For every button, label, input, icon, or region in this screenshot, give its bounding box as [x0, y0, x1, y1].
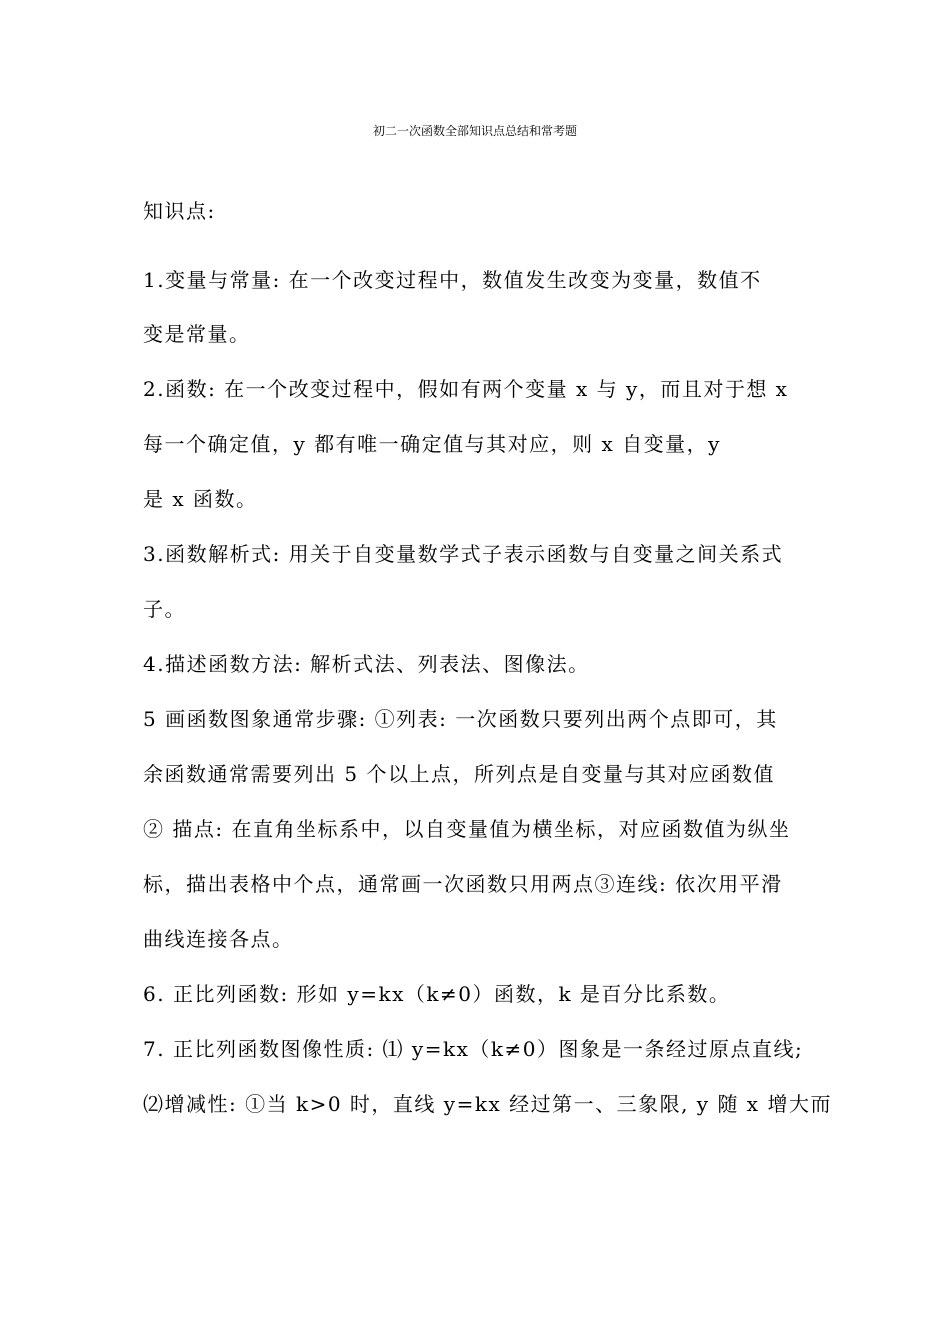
text-line: 子。 — [143, 597, 186, 621]
text-line: ② 描点: 在直角坐标系中，以自变量值为横坐标，对应函数值为纵坐 — [143, 817, 791, 841]
text-line: 1.变量与常量: 在一个改变过程中，数值发生改变为变量，数值不 — [143, 268, 762, 292]
text-line: 是 x 函数。 — [143, 487, 258, 511]
text-line: 余函数通常需要列出 5 个以上点，所列点是自变量与其对应函数值 — [143, 762, 775, 786]
text-line: ⑵增减性: ①当 k>0 时，直线 y=kx 经过第一、三象限, y 随 x 增大而 — [143, 1092, 832, 1116]
text-line: 变是常量。 — [143, 322, 251, 346]
text-line: 每一个确定值，y 都有唯一确定值与其对应，则 x 自变量，y — [143, 432, 721, 456]
text-line: 4.描述函数方法: 解析式法、列表法、图像法。 — [143, 652, 590, 676]
text-line: 6. 正比列函数: 形如 y=kx（k≠0）函数，k 是百分比系数。 — [143, 982, 731, 1006]
document-title: 初二一次函数全部知识点总结和常考题 — [372, 124, 577, 138]
text-line: 曲线连接各点。 — [143, 927, 294, 951]
text-line: 7. 正比列函数图像性质: ⑴ y=kx（k≠0）图象是一条经过原点直线; — [143, 1037, 804, 1061]
text-line: 标，描出表格中个点，通常画一次函数只用两点③连线: 依次用平滑 — [143, 872, 783, 896]
text-line: 5 画函数图象通常步骤: ①列表: 一次函数只要列出两个点即可，其 — [143, 707, 778, 731]
section-heading: 知识点: — [143, 199, 216, 223]
text-line: 2.函数: 在一个改变过程中，假如有两个变量 x 与 y，而且对于想 x — [143, 377, 789, 401]
text-line: 3.函数解析式: 用关于自变量数学式子表示函数与自变量之间关系式 — [143, 542, 784, 566]
